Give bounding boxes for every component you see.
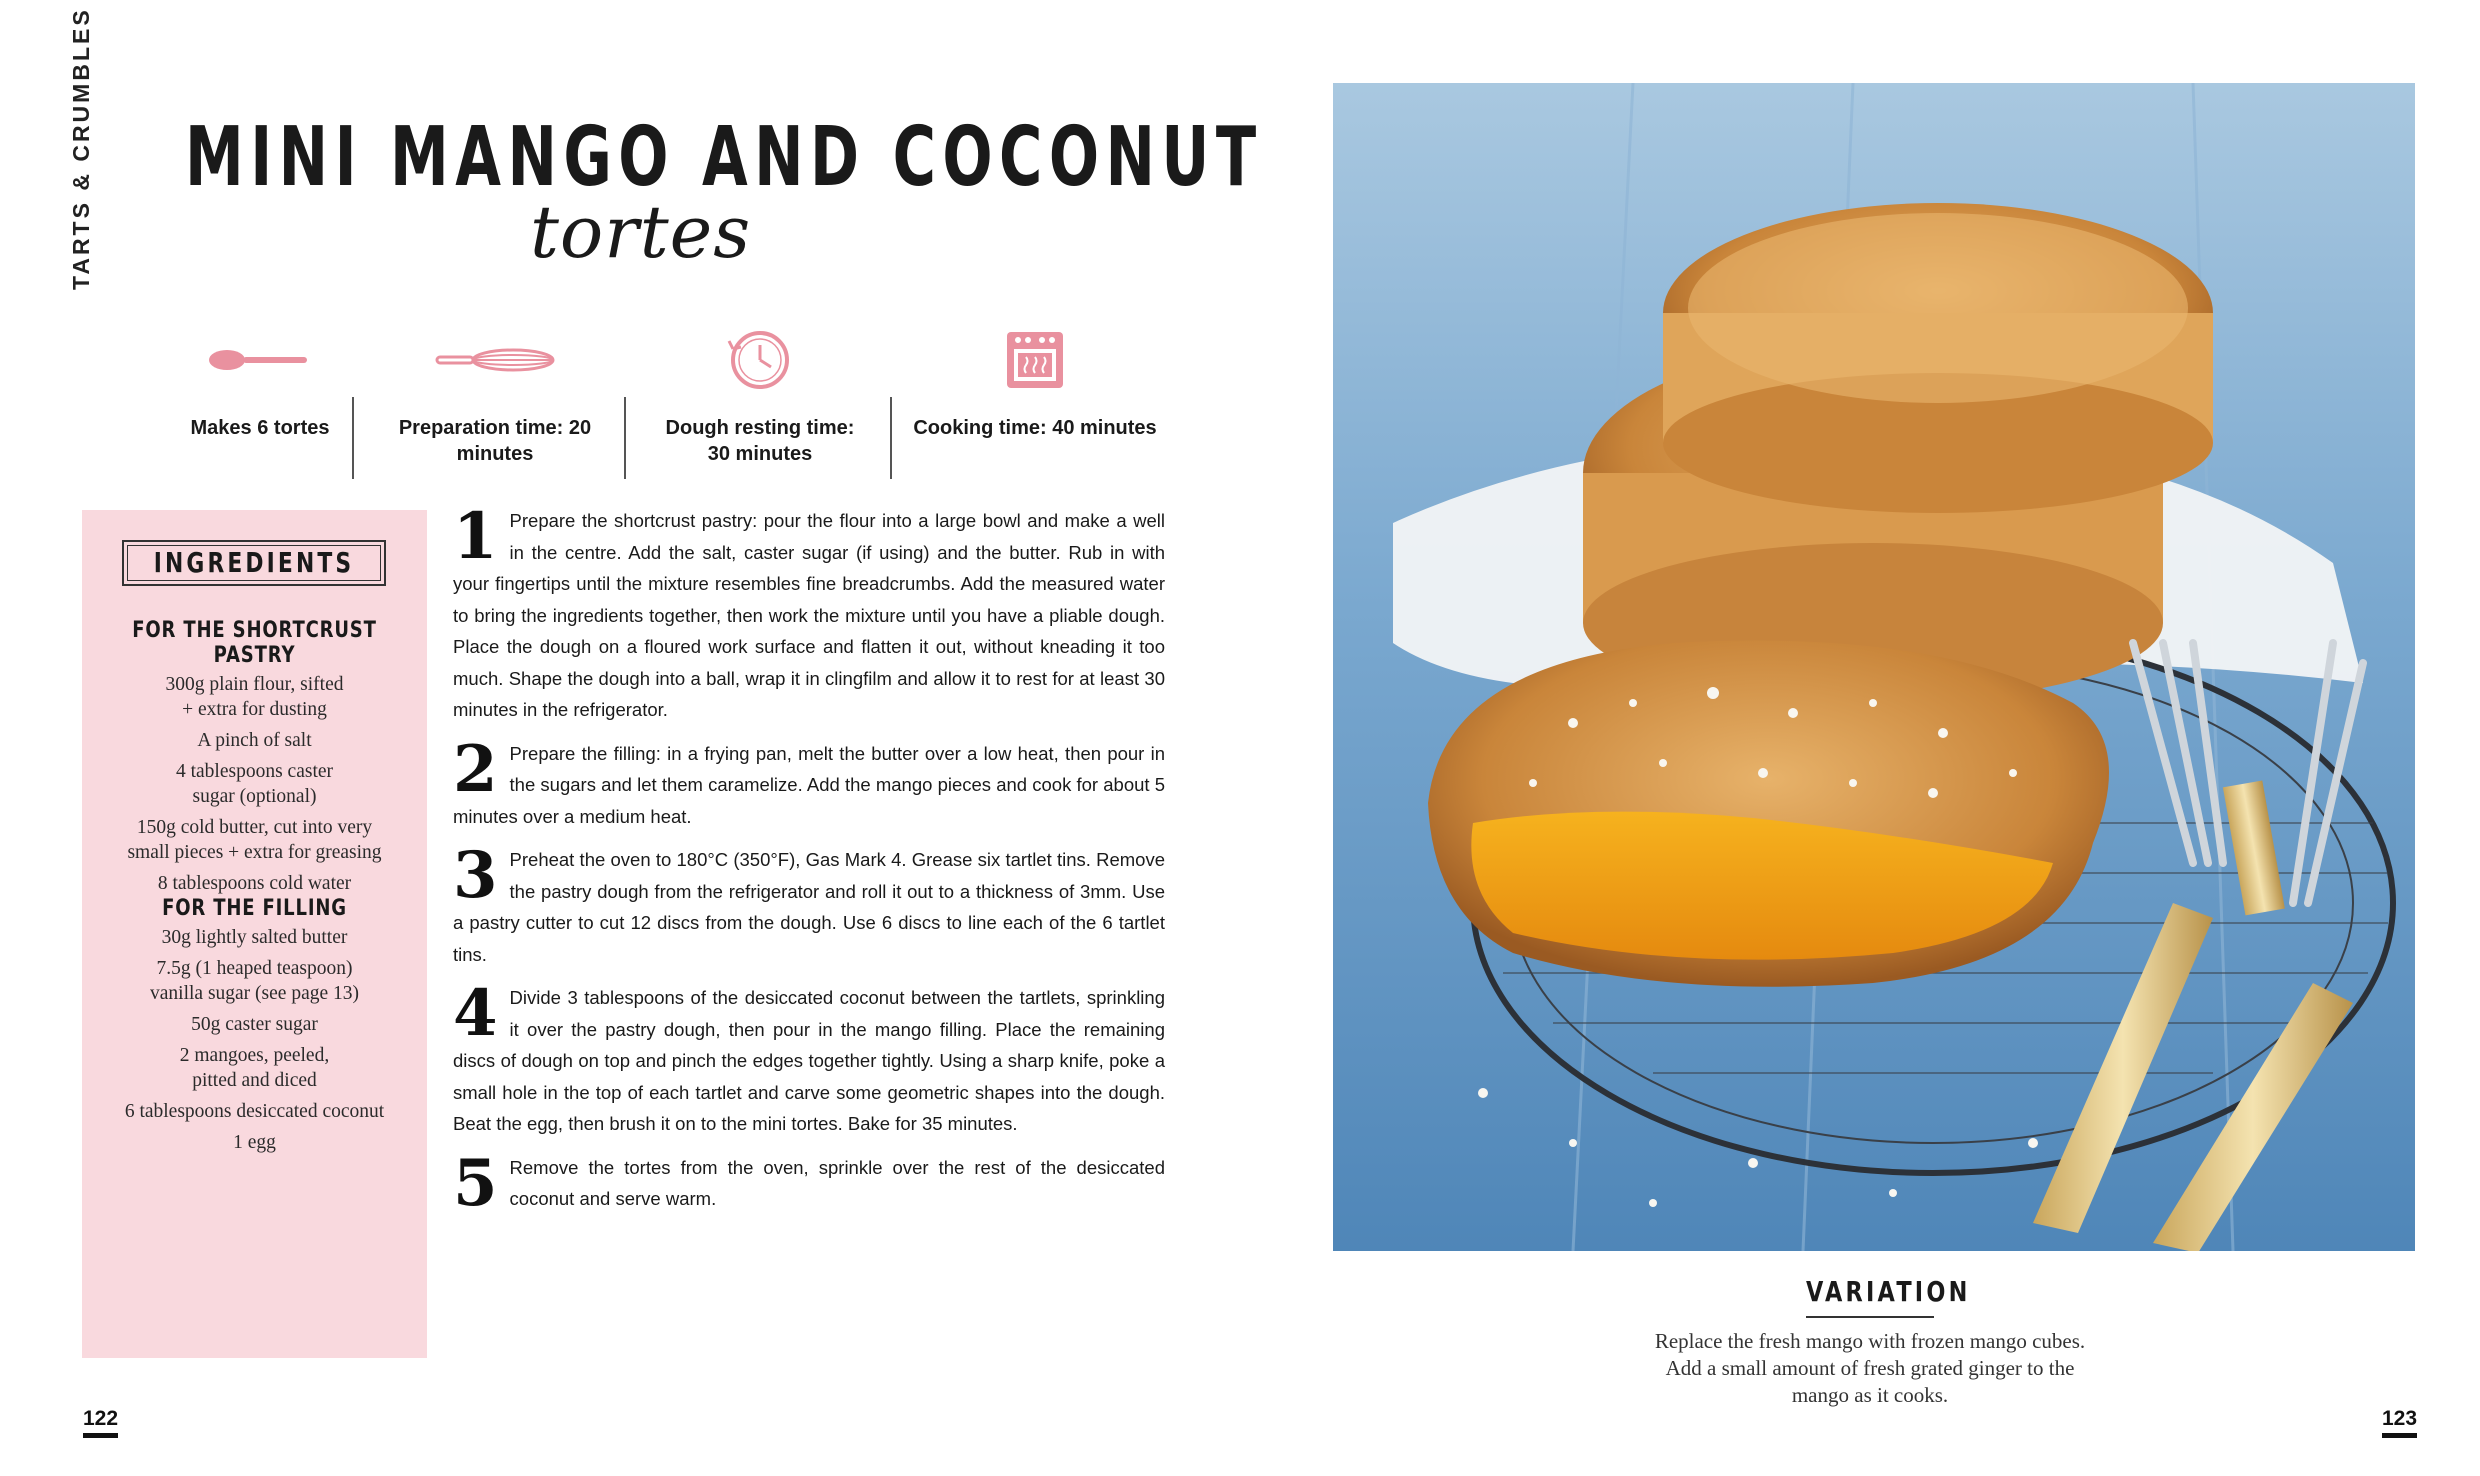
meta-resting-time-label (630, 415, 890, 467)
ingredients-heading-box (122, 540, 386, 586)
meta-divider (624, 397, 626, 479)
method-step (453, 976, 1165, 1140)
clock-icon (630, 325, 890, 395)
ingredient-item: + extra for dusting (182, 699, 327, 720)
page-number-left: 122 (83, 1407, 118, 1438)
meta-yield (130, 325, 390, 441)
step-text: Divide 3 tablespoons of the desiccated coconut between the tartlets, sprinkling it over the pastry dough, then pour in the mango filling. Place the remaining discs of dough on top and pinch the edges together tightly. Using a sharp knife, poke a small hole in the top of each tartlet and carve some geometric shapes into the dough. Beat the egg, then brush it on to the mini tortes. Bake for 35 minutes. (453, 987, 1165, 1134)
ingredient-item: 6 tablespoons desiccated coconut (124, 1101, 385, 1122)
ingredients-heading: INGREDIENTS (153, 546, 355, 579)
filling-heading: FOR THE FILLING (162, 896, 347, 921)
page-number-right: 123 (2382, 1407, 2417, 1438)
oven-icon (900, 325, 1170, 395)
spoon-icon (130, 325, 390, 395)
ingredient-item: 30g lightly salted butter (161, 927, 348, 948)
recipe-photo (1333, 83, 2415, 1251)
meta-resting-time-line2: 30 minutes (707, 443, 813, 465)
meta-prep-time (360, 325, 630, 467)
step-number: 3 (453, 838, 498, 913)
filling-section (82, 896, 427, 1161)
method-steps (453, 499, 1165, 1227)
ingredient-item: pitted and diced (192, 1070, 317, 1091)
ingredient-item: 50g caster sugar (191, 1014, 318, 1035)
method-step (453, 499, 1165, 726)
ingredient-item: 300g plain flour, sifted (165, 674, 344, 695)
meta-divider (352, 397, 354, 479)
method-step (453, 1145, 1165, 1221)
meta-cooking-time-label: Cooking time: 40 minutes (913, 417, 1157, 439)
variation-heading: VARIATION (1806, 1275, 1934, 1318)
right-page (1240, 0, 2480, 1476)
filling-list (82, 925, 427, 1155)
ingredient-item: small pieces + extra for greasing (127, 842, 382, 863)
meta-resting-time (630, 325, 890, 467)
method-step (453, 731, 1165, 833)
method-step (453, 838, 1165, 970)
ingredient-item: 1 egg (233, 1132, 276, 1153)
whisk-icon (360, 325, 630, 395)
ingredient-item: vanilla sugar (see page 13) (150, 983, 359, 1004)
step-number: 1 (453, 499, 498, 574)
step-text: Remove the tortes from the oven, sprinkle over the rest of the desiccated coconut and serve warm. (509, 1156, 1165, 1209)
meta-yield-label: Makes 6 tortes (190, 417, 330, 439)
variation-line: Replace the fresh mango with frozen mango cubes. (1654, 1329, 2086, 1353)
pastry-list (82, 672, 427, 896)
ingredient-item: A pinch of salt (197, 730, 312, 751)
ingredient-item: 8 tablespoons cold water (157, 873, 352, 894)
recipe-subtitle-script: tortes (530, 190, 752, 274)
variation-text (1600, 1328, 2140, 1409)
variation-line: mango as it cooks. (1791, 1383, 1949, 1407)
step-number: 5 (453, 1145, 498, 1221)
step-text: Preheat the oven to 180°C (350°F), Gas Mark 4. Grease six tartlet tins. Remove the pastry dough from the refrigerator and roll it out to a thickness of 3mm. Use a pastry cutter to cut 12 discs from the dough. Use 6 discs to line each of the 6 tartlet tins. (453, 849, 1165, 965)
ingredient-item: 7.5g (1 heaped teaspoon) (156, 958, 353, 979)
section-tab: TARTS & CRUMBLES (68, 7, 94, 290)
ingredients-panel (82, 510, 427, 1358)
meta-prep-time-label: Preparation time: 20 minutes (398, 417, 592, 465)
meta-resting-time-line1: Dough resting time: (665, 417, 855, 439)
pastry-section (82, 618, 427, 902)
variation-line: Add a small amount of fresh grated ginger to the (1665, 1356, 2075, 1380)
ingredient-item: 4 tablespoons caster (175, 761, 334, 782)
meta-divider (890, 397, 892, 479)
tortes-photo-illustration (1333, 83, 2415, 1251)
step-text: Prepare the shortcrust pastry: pour the flour into a large bowl and make a well in the centre. Add the salt, caster sugar (if using) and the butter. Rub in with your fingertips until the mixture resembles fine breadcrumbs. Add the measured water to bring the ingredients together, then work the mixture until you have a pliable dough. Place the dough on a floured work surface and flatten it out, without kneading it too much. Shape the dough into a ball, wrap it in clingfilm and allow it to rest for at least 30 minutes in the refrigerator. (453, 510, 1165, 720)
recipe-title: MINI MANGO AND COCONUT (185, 110, 1263, 205)
pastry-heading: FOR THE SHORTCRUST PASTRY (132, 618, 377, 668)
meta-cooking-time (900, 325, 1170, 441)
recipe-meta-row (130, 325, 1170, 465)
step-number: 2 (453, 731, 498, 807)
step-number: 4 (453, 976, 498, 1051)
ingredient-item: 150g cold butter, cut into very (136, 817, 373, 838)
ingredient-item: sugar (optional) (192, 786, 317, 807)
step-text: Prepare the filling: in a frying pan, melt the butter over a low heat, then pour in the sugars and let them caramelize. Add the mango pieces and cook for about 5 minutes over a medium heat. (453, 742, 1165, 827)
ingredient-item: 2 mangoes, peeled, (179, 1045, 330, 1066)
